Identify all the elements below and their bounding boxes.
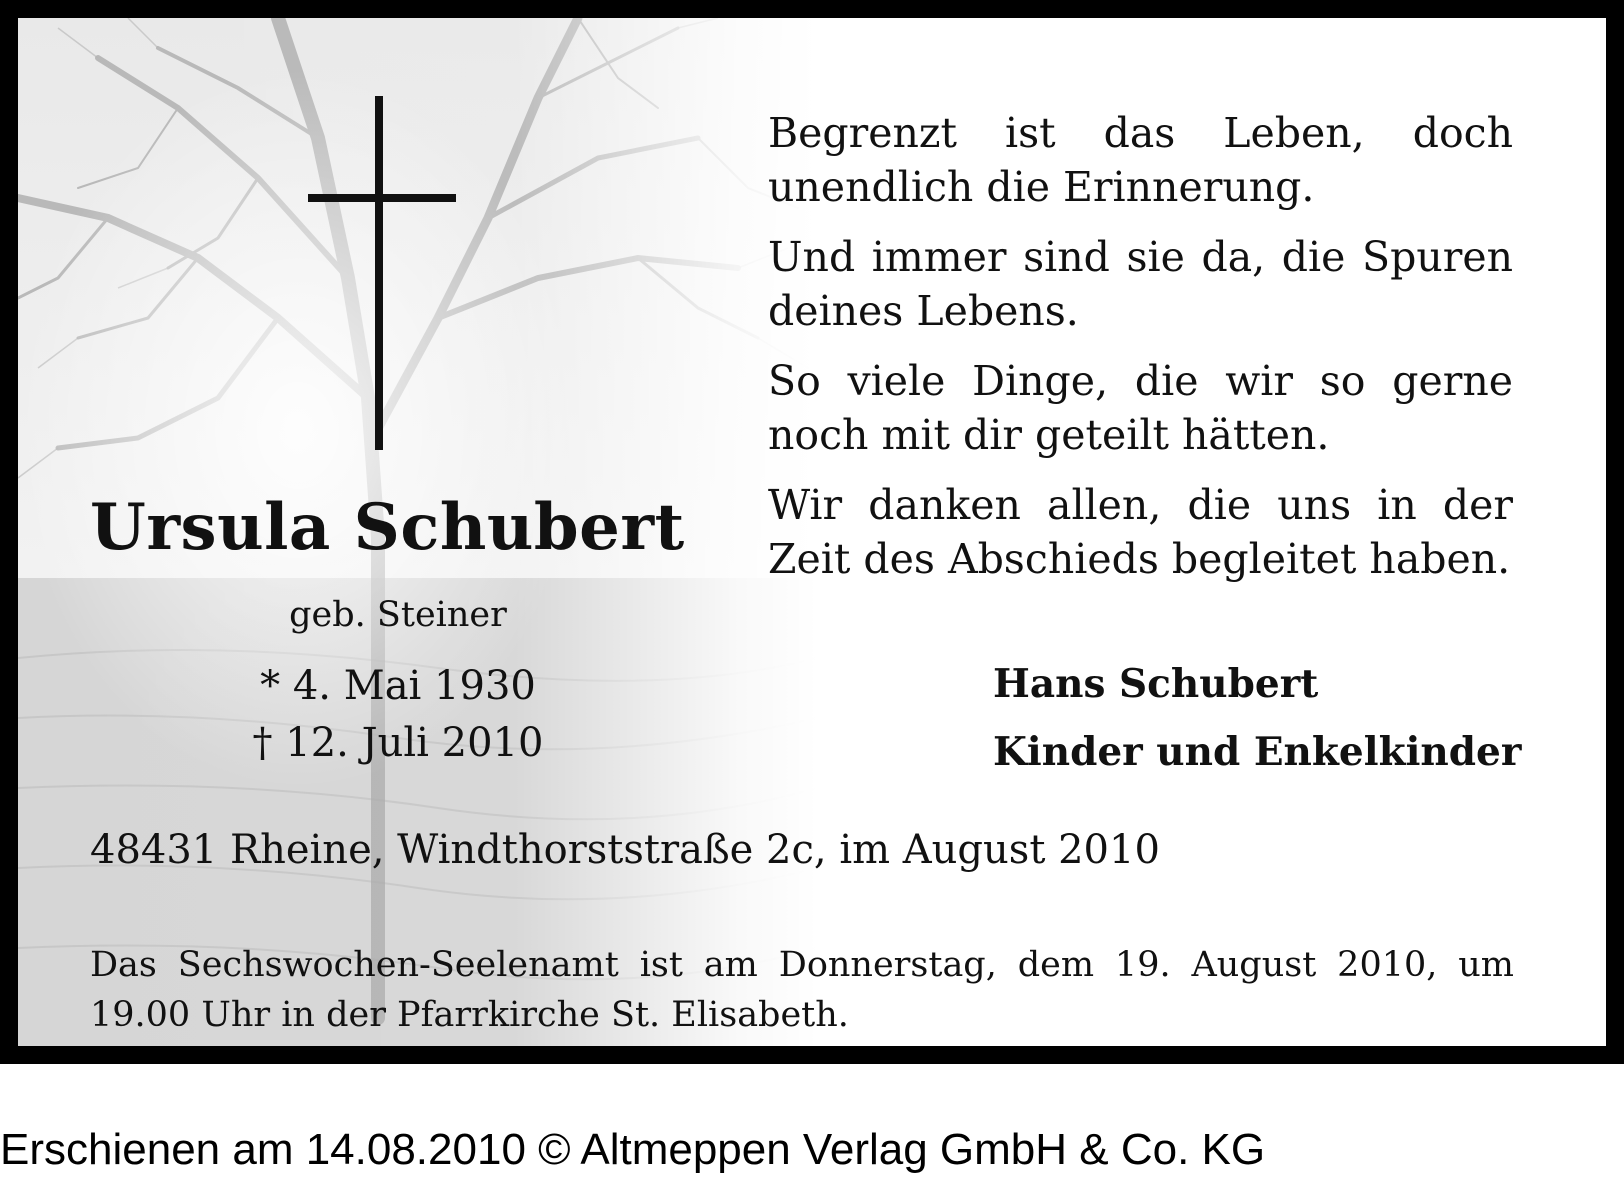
address-line: 48431 Rheine, Windthorststraße 2c, im August 2010 xyxy=(90,827,1160,873)
poem-stanza: Begrenzt ist das Leben, doch unendlich die Erinnerung. xyxy=(768,109,1513,211)
death-date: † 12. Juli 2010 xyxy=(252,720,544,766)
cross-icon xyxy=(308,96,456,450)
deceased-name: Ursula Schubert xyxy=(90,490,685,565)
cross-vertical-bar xyxy=(375,96,383,450)
maiden-name: geb. Steiner xyxy=(289,595,507,635)
poem-stanza: Wir danken allen, die uns in der Zeit des Abschieds begleitet haben. xyxy=(768,481,1513,583)
poem-stanza: So viele Dinge, die wir so gerne noch mit dir geteilt hätten. xyxy=(768,357,1513,459)
birth-date: * 4. Mai 1930 xyxy=(260,663,536,709)
mourners-list xyxy=(993,650,1521,786)
publication-footer: Erschienen am 14.08.2010 © Altmeppen Verlag GmbH & Co. KG xyxy=(0,1125,1266,1174)
service-announcement: Das Sechswochen-Seelenamt ist am Donnerstag, dem 19. August 2010, um 19.00 Uhr in der Pfarrkirche St. Elisabeth. xyxy=(90,945,1514,1035)
cross-horizontal-bar xyxy=(308,194,456,202)
mourner: Hans Schubert xyxy=(993,661,1319,707)
poem-stanza: Und immer sind sie da, die Spuren deines Lebens. xyxy=(768,233,1513,335)
memorial-poem xyxy=(768,106,1513,602)
mourner: Kinder und Enkelkinder xyxy=(993,729,1522,775)
